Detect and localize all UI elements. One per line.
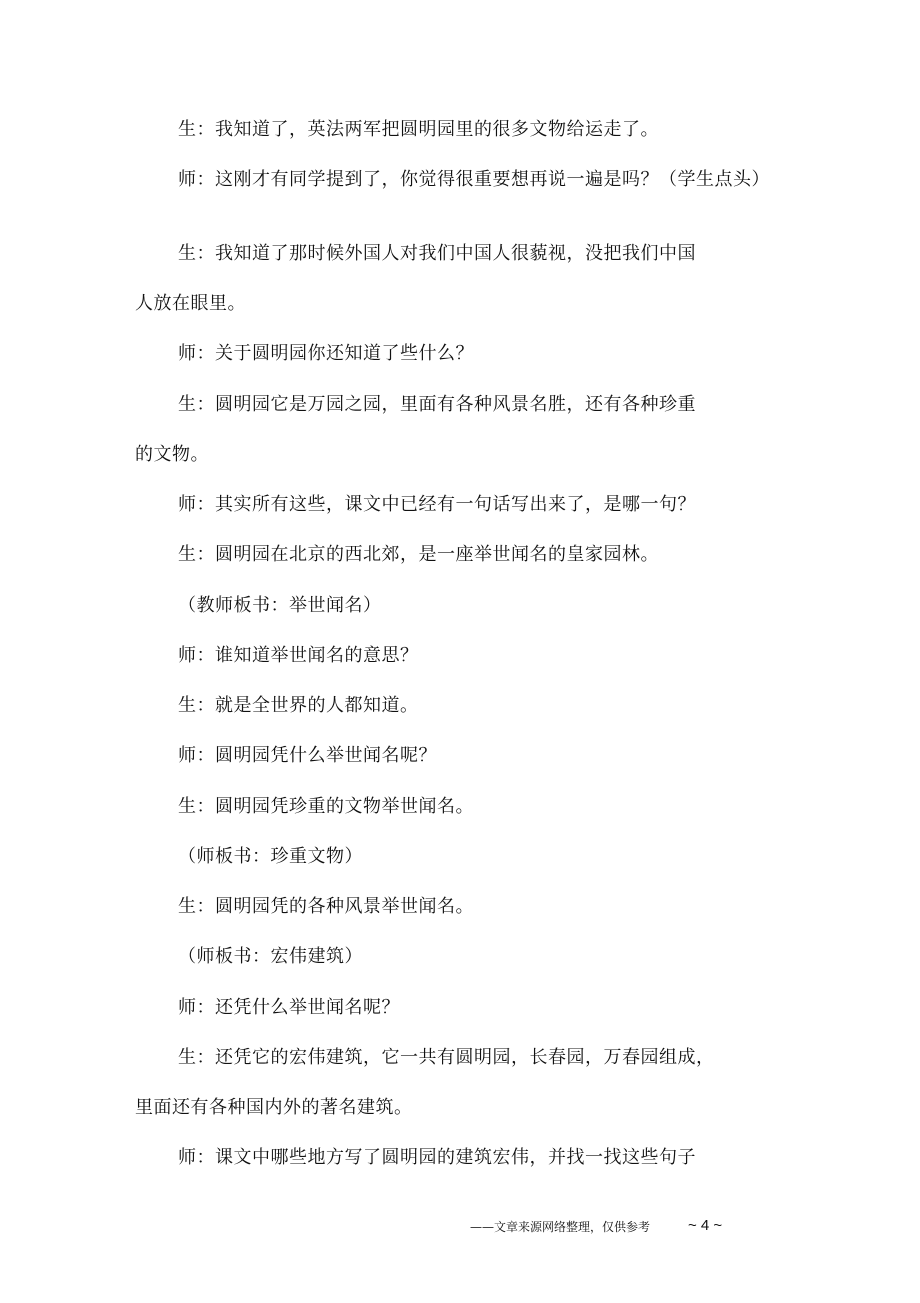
page-number: ~ 4 ~ bbox=[688, 1217, 723, 1234]
text-line-15: （师板书：珍重文物） bbox=[178, 846, 363, 867]
text-line-13: 师：圆明园凭什么举世闻名呢？ bbox=[178, 745, 437, 766]
text-line-16: 生：圆明园凭的各种风景举世闻名。 bbox=[178, 896, 474, 917]
footer-source-note: ——文章来源网络整理，仅供参考 bbox=[470, 1220, 651, 1234]
text-line-8: 师：其实所有这些，课文中已经有一句话写出来了，是哪一句？ bbox=[178, 494, 696, 515]
text-line-18: 师：还凭什么举世闻名呢？ bbox=[178, 997, 400, 1018]
text-line-19: 生：还凭它的宏伟建筑，它一共有圆明园，长春园，万春园组成， bbox=[178, 1047, 715, 1068]
text-line-9: 生：圆明园在北京的西北郊，是一座举世闻名的皇家园林。 bbox=[178, 544, 659, 565]
text-line-3: 生：我知道了那时候外国人对我们中国人很藐视，没把我们中国 bbox=[178, 243, 696, 264]
text-line-2: 师：这刚才有同学提到了，你觉得很重要想再说一遍是吗？（学生点头） bbox=[178, 169, 770, 190]
text-line-7: 的文物。 bbox=[135, 444, 209, 465]
text-line-1: 生：我知道了，英法两军把圆明园里的很多文物给运走了。 bbox=[178, 119, 659, 140]
text-line-6: 生：圆明园它是万园之园，里面有各种风景名胜，还有各种珍重 bbox=[178, 394, 696, 415]
text-line-11: 师：谁知道举世闻名的意思？ bbox=[178, 645, 419, 666]
text-line-5: 师：关于圆明园你还知道了些什么？ bbox=[178, 343, 474, 364]
text-line-17: （师板书：宏伟建筑） bbox=[178, 946, 363, 967]
text-line-20: 里面还有各种国内外的著名建筑。 bbox=[135, 1097, 413, 1118]
text-line-4: 人放在眼里。 bbox=[135, 293, 246, 314]
text-line-21: 师：课文中哪些地方写了圆明园的建筑宏伟，并找一找这些句子 bbox=[178, 1147, 696, 1168]
text-line-10: （教师板书：举世闻名） bbox=[178, 595, 382, 616]
text-line-12: 生：就是全世界的人都知道。 bbox=[178, 695, 419, 716]
text-line-14: 生：圆明园凭珍重的文物举世闻名。 bbox=[178, 796, 474, 817]
